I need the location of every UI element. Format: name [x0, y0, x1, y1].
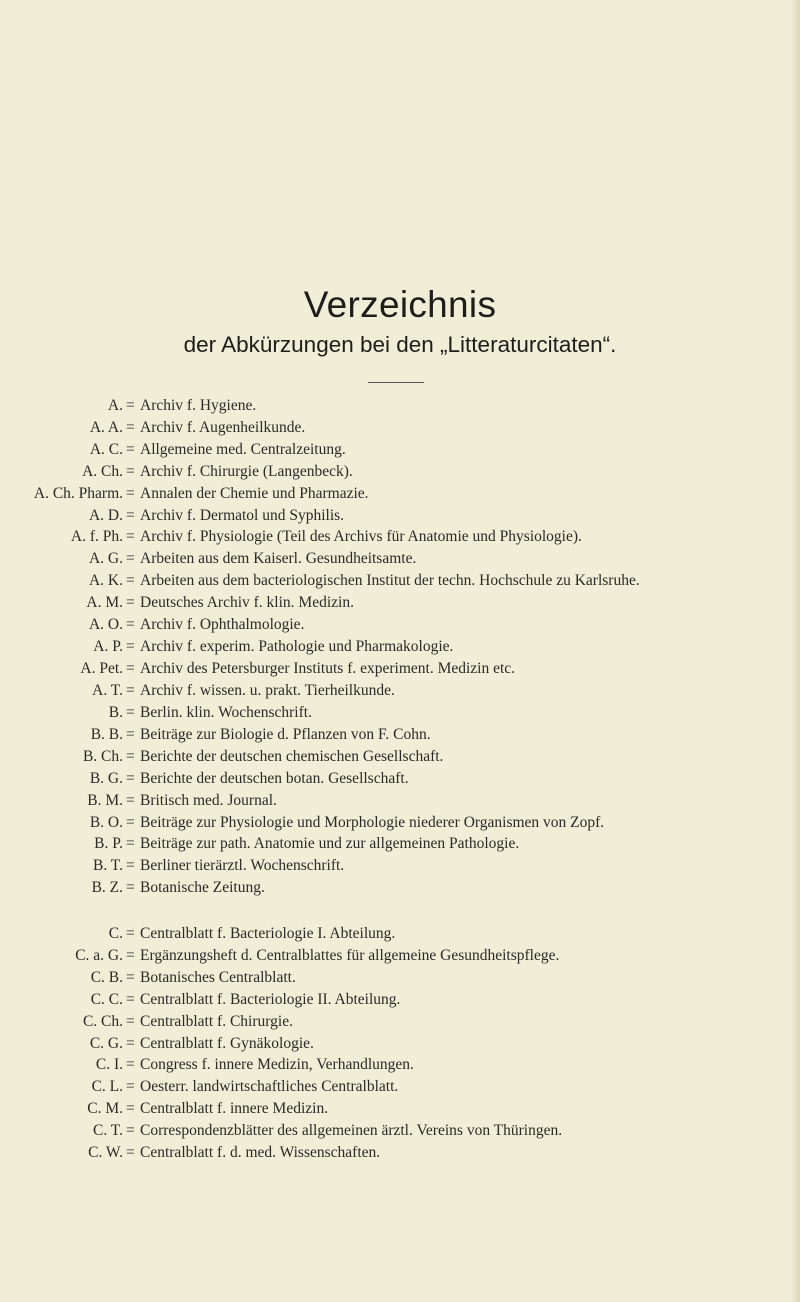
equals-sign: = [126, 946, 135, 964]
abbreviation-meaning: Archiv f. Chirurgie (Langenbeck). [140, 462, 353, 480]
abbreviation-row [0, 526, 800, 547]
equals-sign: = [126, 769, 135, 787]
equals-sign: = [126, 1122, 135, 1140]
equals-sign: = [126, 1144, 135, 1161]
equals-sign: = [126, 725, 135, 743]
abbreviation-row [0, 592, 800, 613]
abbreviation-meaning: Centralblatt f. Bacteriologie II. Abteilung. [140, 990, 401, 1008]
equals-sign: = [126, 418, 135, 436]
abbreviation-meaning: Botanisches Centralblatt. [140, 968, 296, 986]
abbreviation-row [0, 967, 800, 988]
abbreviation-meaning: Archiv f. wissen. u. prakt. Tierheilkunde. [140, 681, 395, 699]
abbreviation: C. Ch. [82, 1012, 123, 1030]
abbreviation-meaning: Berichte der deutschen botan. Gesellschaft. [140, 769, 409, 787]
equals-sign: = [126, 835, 135, 853]
abbreviation-row [0, 1011, 800, 1032]
abbreviation-row [0, 877, 800, 898]
equals-sign: = [126, 747, 135, 765]
abbreviation-row [0, 636, 800, 657]
abbreviation-row [0, 812, 800, 833]
abbreviation-row [0, 724, 800, 745]
equals-sign: = [126, 879, 135, 897]
equals-sign: = [126, 925, 135, 942]
abbreviation: C. G. [89, 1034, 123, 1052]
equals-sign: = [126, 813, 135, 831]
abbreviation: C. [108, 925, 123, 942]
abbreviation: C. B. [90, 968, 123, 986]
abbreviation-meaning: Archiv f. Ophthalmologie. [140, 616, 305, 633]
abbreviation: A. G. [88, 550, 123, 568]
equals-sign: = [126, 397, 135, 414]
equals-sign: = [126, 616, 135, 633]
abbreviation: A. O. [88, 616, 123, 633]
equals-sign: = [126, 1100, 135, 1118]
abbreviation-meaning: Centralblatt f. Bacteriologie I. Abteilung. [140, 925, 396, 942]
abbreviation-meaning: Centralblatt f. Gynäkologie. [140, 1034, 314, 1052]
equals-sign: = [126, 1078, 135, 1096]
abbreviation-row [0, 680, 800, 701]
equals-sign: = [126, 637, 135, 655]
abbreviation: C. W. [88, 1144, 123, 1161]
abbreviation: C. C. [90, 990, 123, 1008]
equals-sign: = [126, 484, 135, 502]
abbreviation-row [0, 614, 800, 635]
abbreviation-row [0, 417, 800, 438]
abbreviation-meaning: Arbeiten aus dem bacteriologischen Institut der techn. Hochschule zu Karlsruhe. [140, 572, 640, 590]
abbreviation-row [0, 395, 800, 416]
abbreviation: A. f. Ph. [70, 528, 123, 546]
abbreviation: A. Ch. [82, 462, 123, 480]
abbreviation-meaning: Centralblatt f. innere Medizin. [140, 1100, 329, 1118]
abbreviation: A. T. [92, 681, 123, 699]
abbreviation: C. I. [95, 1056, 123, 1074]
abbreviation-row [0, 505, 800, 526]
abbreviation: B. B. [90, 725, 123, 743]
equals-sign: = [126, 550, 135, 568]
equals-sign: = [126, 506, 135, 524]
abbreviation: C. M. [87, 1100, 123, 1118]
abbreviation-meaning: Congress f. innere Medizin, Verhandlungen. [140, 1056, 414, 1074]
abbreviation-meaning: Allgemeine med. Centralzeitung. [140, 440, 346, 458]
equals-sign: = [126, 528, 135, 546]
abbreviation-row [0, 1142, 800, 1163]
abbreviation: B. Z. [91, 879, 123, 897]
equals-sign: = [126, 440, 135, 458]
abbreviation-row [0, 833, 800, 854]
abbreviation-row [0, 483, 800, 504]
equals-sign: = [126, 791, 135, 809]
abbreviation-row [0, 989, 800, 1010]
abbreviation-meaning: Berliner tierärztl. Wochenschrift. [140, 857, 345, 875]
abbreviation: A. P. [93, 637, 123, 655]
abbreviation-row [0, 945, 800, 966]
abbreviation: A. M. [86, 594, 123, 612]
page-subtitle: der Abkürzungen bei den „Litteraturcitaten“. [183, 332, 617, 357]
abbreviation-row [0, 1120, 800, 1141]
abbreviation-meaning: Britisch med. Journal. [140, 791, 277, 809]
abbreviation-row [0, 790, 800, 811]
abbreviation: C. L. [91, 1078, 123, 1096]
abbreviation-meaning: Correspondenzblätter des allgemeinen ärztl. Vereins von Thüringen. [140, 1122, 563, 1140]
equals-sign: = [126, 990, 135, 1008]
abbreviation-meaning: Annalen der Chemie und Pharmazie. [140, 484, 369, 502]
abbreviation: B. G. [89, 769, 123, 787]
equals-sign: = [126, 572, 135, 590]
abbreviation-meaning: Centralblatt f. d. med. Wissenschaften. [140, 1144, 381, 1161]
abbreviation: B. Ch. [82, 747, 123, 765]
abbreviation-row [0, 746, 800, 767]
abbreviation-meaning: Archiv f. Augenheilkunde. [140, 418, 306, 436]
abbreviation-meaning: Beiträge zur path. Anatomie und zur allgemeinen Pathologie. [140, 835, 520, 853]
abbreviation: B. P. [94, 835, 123, 853]
abbreviation-row [0, 1033, 800, 1054]
abbreviation-meaning: Deutsches Archiv f. klin. Medizin. [140, 594, 354, 612]
abbreviation: A. D. [88, 506, 123, 524]
abbreviation-row [0, 768, 800, 789]
abbreviation-meaning: Archiv des Petersburger Instituts f. experiment. Medizin etc. [140, 659, 516, 677]
abbreviation: B. [108, 704, 123, 721]
equals-sign: = [126, 681, 135, 699]
abbreviation: A. A. [89, 418, 123, 436]
abbreviation: B. M. [87, 791, 123, 809]
equals-sign: = [126, 968, 135, 986]
abbreviation-row [0, 658, 800, 679]
equals-sign: = [126, 1034, 135, 1052]
equals-sign: = [126, 659, 135, 677]
abbreviation: A. Pet. [80, 659, 123, 677]
page-title: Verzeichnis [303, 284, 497, 325]
abbreviation-meaning: Archiv f. Hygiene. [140, 397, 257, 414]
page-header [0, 283, 800, 359]
abbreviation-row [0, 702, 800, 723]
abbreviation-row [0, 855, 800, 876]
equals-sign: = [126, 594, 135, 612]
abbreviation-meaning: Botanische Zeitung. [140, 879, 265, 897]
abbreviation-meaning: Centralblatt f. Chirurgie. [140, 1012, 293, 1030]
abbreviation: B. T. [92, 857, 123, 875]
abbreviation: A. Ch. Pharm. [33, 484, 123, 502]
abbreviation-row [0, 1076, 800, 1097]
equals-sign: = [126, 462, 135, 480]
abbreviation: A. C. [89, 440, 123, 458]
abbreviation: C. a. G. [75, 946, 123, 964]
equals-sign: = [126, 704, 135, 721]
abbreviation-meaning: Arbeiten aus dem Kaiserl. Gesundheitsamte. [140, 550, 417, 568]
abbreviation: A. [107, 397, 123, 414]
abbreviation: B. O. [89, 813, 123, 831]
abbreviation-meaning: Beiträge zur Physiologie und Morphologie niederer Organismen von Zopf. [140, 813, 605, 831]
equals-sign: = [126, 1056, 135, 1074]
equals-sign: = [126, 857, 135, 875]
abbreviation-row [0, 548, 800, 569]
abbreviation-meaning: Archiv f. experim. Pathologie und Pharmakologie. [140, 637, 454, 655]
abbreviation-row [0, 461, 800, 482]
abbreviation-meaning: Archiv f. Physiologie (Teil des Archivs für Anatomie und Physiologie). [140, 528, 582, 546]
abbreviation-meaning: Ergänzungsheft d. Centralblattes für allgemeine Gesundheitspflege. [140, 946, 560, 964]
abbreviation-row [0, 923, 800, 944]
abbreviation-meaning: Beiträge zur Biologie d. Pflanzen von F. Cohn. [140, 725, 431, 743]
abbreviation-meaning: Berichte der deutschen chemischen Gesellschaft. [140, 747, 444, 765]
abbreviation-row [0, 439, 800, 460]
equals-sign: = [126, 1012, 135, 1030]
abbreviation-meaning: Archiv f. Dermatol und Syphilis. [140, 506, 345, 524]
abbreviation: A. K. [88, 572, 123, 590]
title-divider [368, 382, 424, 383]
abbreviation-row [0, 1054, 800, 1075]
abbreviation-meaning: Berlin. klin. Wochenschrift. [140, 704, 312, 721]
abbreviation: C. T. [92, 1122, 123, 1140]
abbreviation-meaning: Oesterr. landwirtschaftliches Centralblatt. [140, 1078, 399, 1096]
abbreviation-row [0, 570, 800, 591]
abbreviation-row [0, 1098, 800, 1119]
